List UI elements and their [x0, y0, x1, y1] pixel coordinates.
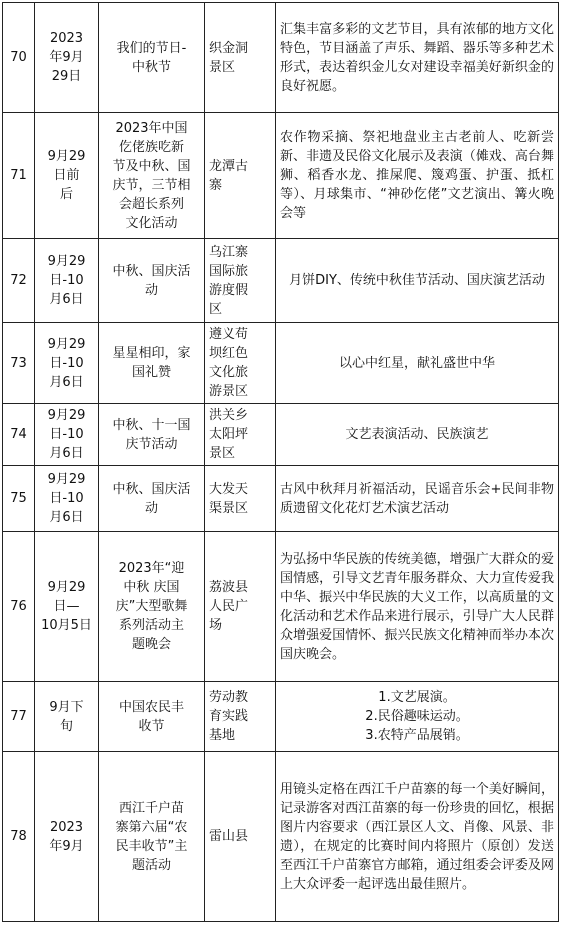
event-name: 星星相印，家 国礼赞 [99, 323, 205, 404]
event-date: 9月29 日— 10月5日 [35, 532, 99, 682]
event-location: 荔波县 人民广 场 [205, 532, 276, 682]
row-number: 75 [3, 466, 35, 532]
table-row [3, 113, 559, 239]
event-date: 9月29 日-10 月6日 [35, 323, 99, 404]
row-number: 71 [3, 113, 35, 239]
event-content: 为弘扬中华民族的传统美德，增强广大群众的爱国情感，引导文艺青年服务群众、大力宣传爱我中华、振兴中华民族的大义工作，以高质量的文化活动和艺术作品来进行展示，引导广大人民群众增强爱国情怀、振兴民族文化精神而举办本次国庆晚会。 [276, 532, 559, 682]
event-content: 用镜头定格在西江千户苗寨的每一个美好瞬间，记录游客对西江苗寨的每一份珍贵的回忆，根据图片内容要求（西江景区人文、肖像、风景、非遗），在规定的比赛时间内将照片（原创）发送至西江千户苗寨官方邮箱，通过组委会评委及网上大众评委一起评选出最佳照片。 [276, 752, 559, 922]
table-row [3, 404, 559, 466]
event-date: 9月29 日-10 月6日 [35, 239, 99, 323]
event-name: 中秋、十一国 庆节活动 [99, 404, 205, 466]
row-number: 77 [3, 682, 35, 752]
row-number: 78 [3, 752, 35, 922]
event-location: 劳动教 育实践 基地 [205, 682, 276, 752]
event-schedule-table [2, 2, 559, 922]
table-row [3, 466, 559, 532]
event-content: 农作物采摘、祭祀地盘业主古老前人、吃新尝新、非遗及民俗文化展示及表演（傩戏、高台舞狮、稻香水龙、推屎爬、篾鸡蛋、护蛋、抵杠等）、月球集市、“神砂仡佬”文艺演出、篝火晚会等 [276, 113, 559, 239]
event-name: 中国农民丰 收节 [99, 682, 205, 752]
event-name: 西江千户苗 寨第六届“农 民丰收节”主 题活动 [99, 752, 205, 922]
event-date: 9月29 日-10 月6日 [35, 466, 99, 532]
list-item: 2.民俗趣味运动。 [365, 709, 469, 724]
row-number: 74 [3, 404, 35, 466]
event-date: 9月下 旬 [35, 682, 99, 752]
event-name: 中秋、国庆活 动 [99, 466, 205, 532]
event-name: 2023年中国 仡佬族吃新 节及中秋、国 庆节，三节相 会超长系列 文化活动 [99, 113, 205, 239]
event-content: 古风中秋拜月祈福活动，民谣音乐会+民间非物质遗留文化花灯艺术演艺活动 [276, 466, 559, 532]
event-date: 2023 年9月 [35, 752, 99, 922]
event-location: 织金洞 景区 [205, 3, 276, 113]
event-content: 以心中红星，献礼盛世中华 [276, 323, 559, 404]
event-date: 2023 年9月 29日 [35, 3, 99, 113]
event-location: 大发天 渠景区 [205, 466, 276, 532]
event-content: 汇集丰富多彩的文艺节目，具有浓郁的地方文化特色，节目涵盖了声乐、舞蹈、器乐等多种艺术形式，表达着织金儿女对建设幸福美好新织金的良好祝愿。 [276, 3, 559, 113]
table-body [3, 3, 559, 922]
event-date: 9月29 日前 后 [35, 113, 99, 239]
row-number: 73 [3, 323, 35, 404]
table-row [3, 682, 559, 752]
table-row [3, 532, 559, 682]
event-location: 龙潭古 寨 [205, 113, 276, 239]
event-content: 月饼DIY、传统中秋佳节活动、国庆演艺活动 [276, 239, 559, 323]
event-date: 9月29 日-10 月6日 [35, 404, 99, 466]
event-location: 乌江寨 国际旅 游度假 区 [205, 239, 276, 323]
event-location: 雷山县 [205, 752, 276, 922]
list-item: 3.农特产品展销。 [365, 728, 469, 743]
event-location: 洪关乡 太阳坪 景区 [205, 404, 276, 466]
event-name: 中秋、国庆活 动 [99, 239, 205, 323]
row-number: 70 [3, 3, 35, 113]
table-row [3, 752, 559, 922]
list-item: 1.文艺展演。 [378, 690, 456, 705]
table-row [3, 239, 559, 323]
event-content: 文艺表演活动、民族演艺 [276, 404, 559, 466]
event-name: 2023年“迎 中秋 庆国 庆”大型歌舞 系列活动主 题晚会 [99, 532, 205, 682]
row-number: 72 [3, 239, 35, 323]
event-name: 我们的节日- 中秋节 [99, 3, 205, 113]
event-location: 遵义苟 坝红色 文化旅 游景区 [205, 323, 276, 404]
event-content-list [276, 682, 559, 752]
table-row [3, 323, 559, 404]
row-number: 76 [3, 532, 35, 682]
table-row [3, 3, 559, 113]
